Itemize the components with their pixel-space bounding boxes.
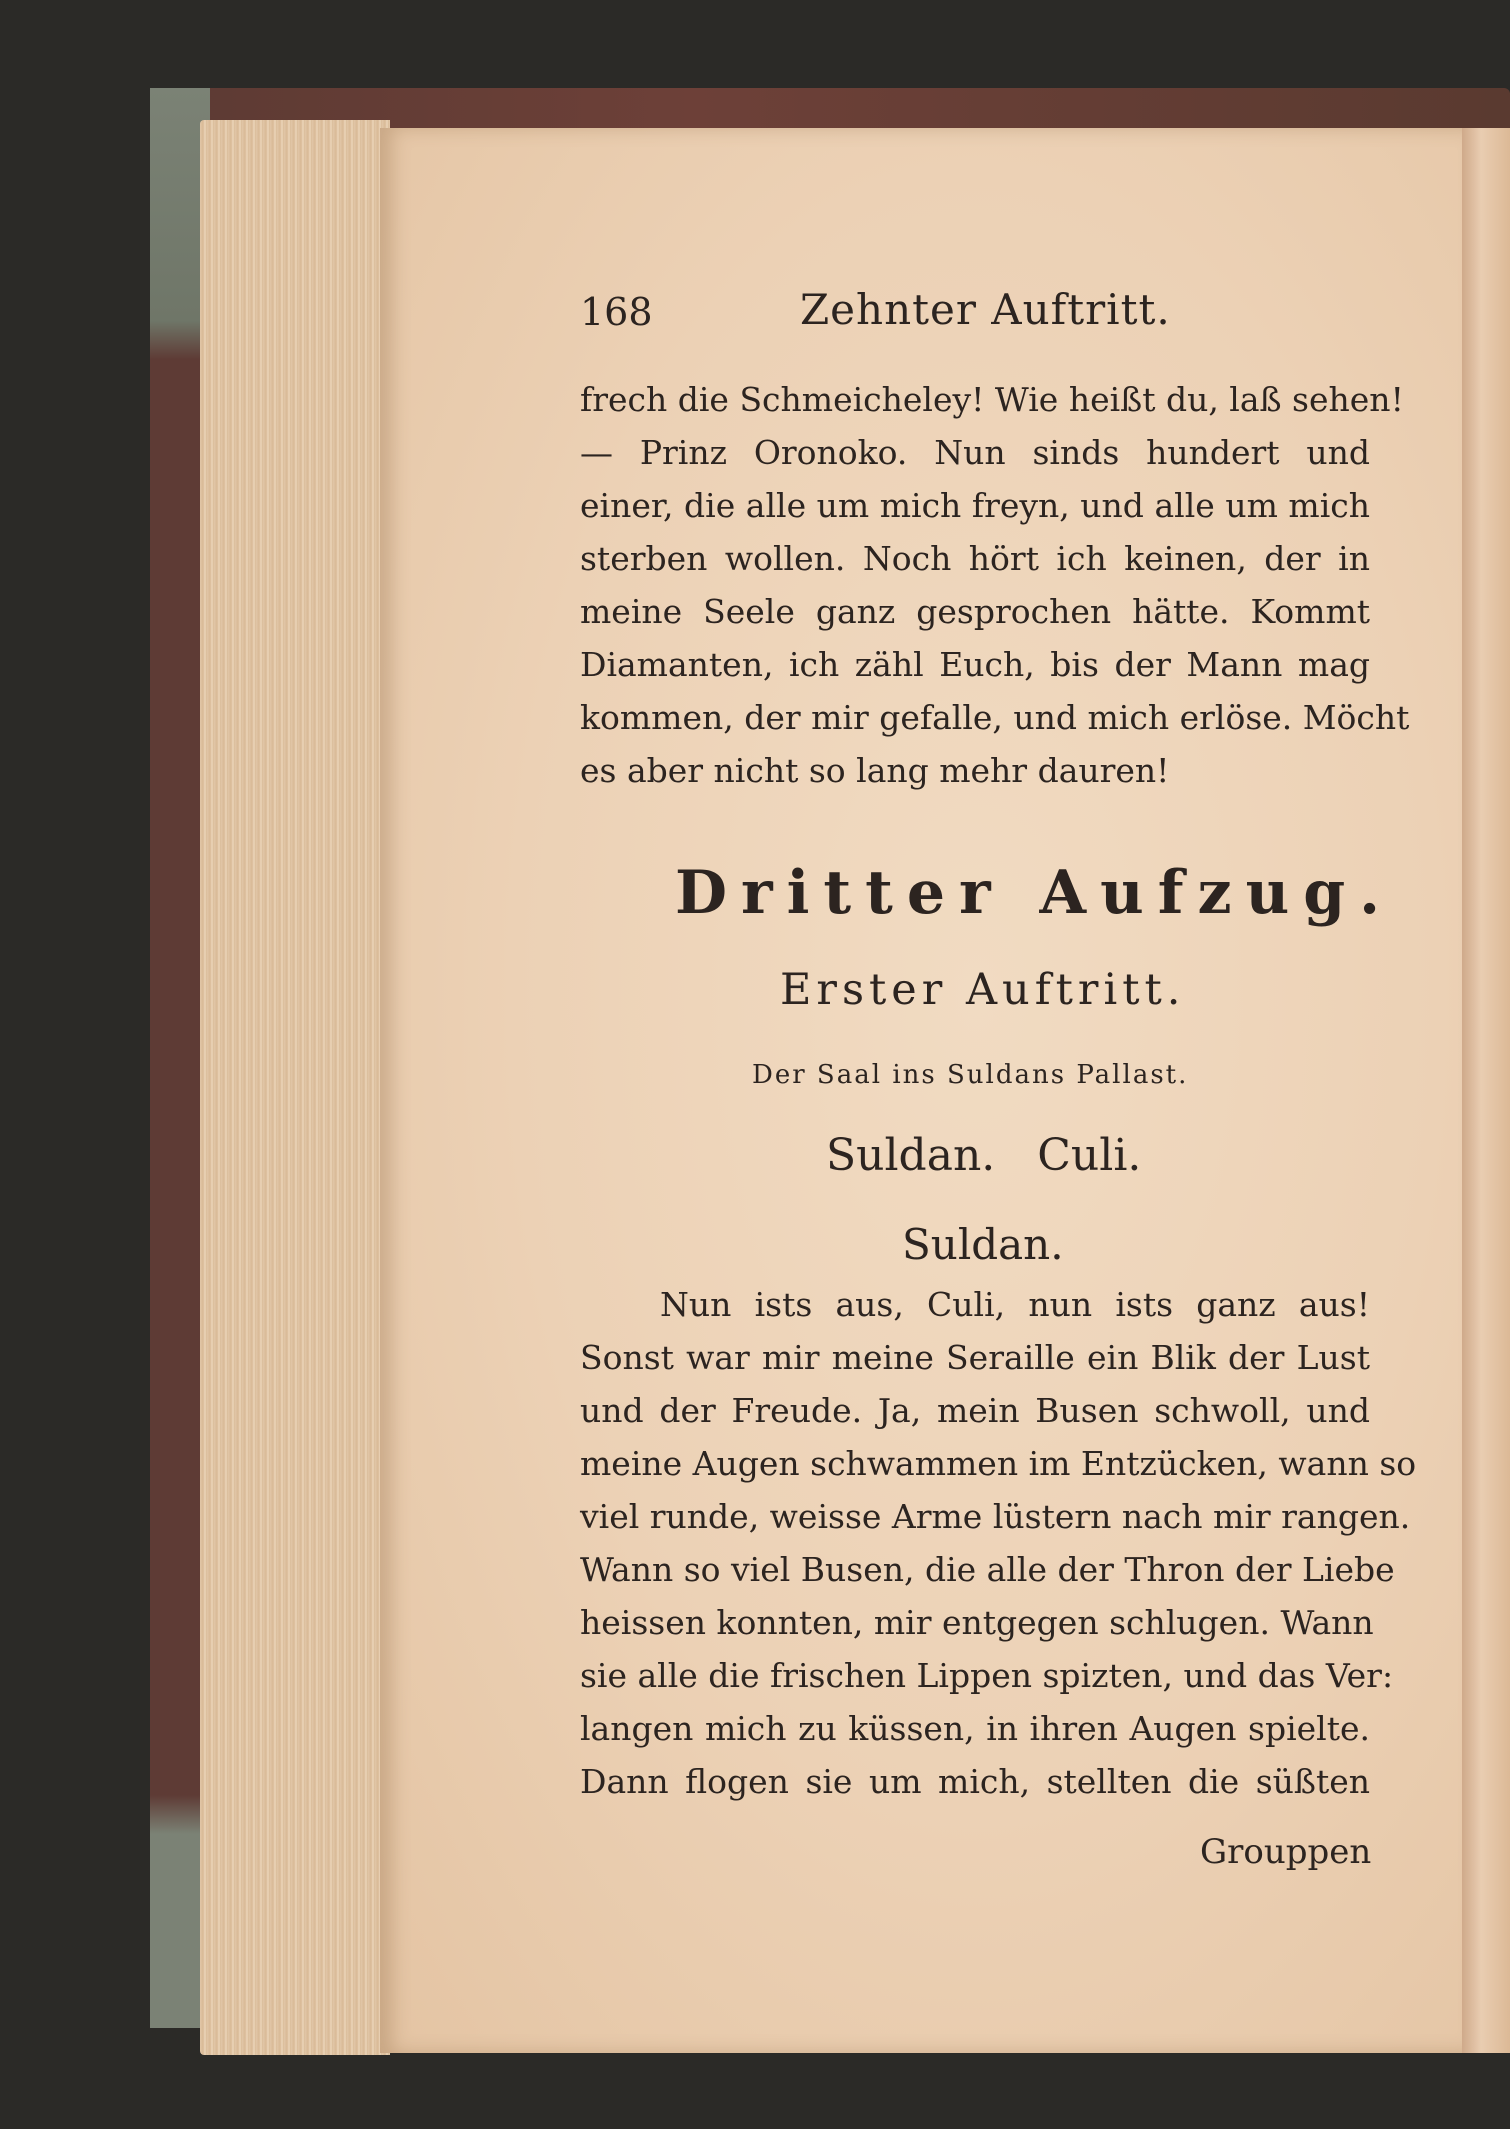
page-edges [200,120,390,2055]
text-line: heissen konnten, mir entgegen schlugen. Wann [580,1603,1374,1642]
facing-page-edge [1462,128,1510,2053]
text-line: meine Augen schwammen im Entzücken, wann so [580,1444,1417,1483]
text-line: kommen, der mir gefalle, und mich erlöse. Möcht [580,698,1410,737]
text-line: Diamanten, ich zähl Euch, bis der Mann mag [580,645,1370,684]
text-line: viel runde, weisse Arme lüstern nach mir rangen. [580,1497,1411,1536]
text-line: Wann so viel Busen, die alle der Thron der Liebe [580,1550,1395,1589]
text-line: langen mich zu küssen, in ihren Augen spielte. [580,1709,1370,1748]
text-line: und der Freude. Ja, mein Busen schwoll, und [580,1391,1370,1430]
text-line: meine Seele ganz gesprochen hätte. Kommt [580,592,1370,631]
text-line: Dann flogen sie um mich, stellten die süßten [580,1762,1370,1801]
act-title: Dritter Aufzug. [675,858,1395,928]
speaker-name: Suldan. [902,1220,1064,1269]
text-line-last: es aber nicht so lang mehr dauren! [580,751,1170,790]
text-line: Sonst war mir meine Seraille ein Blik der Lust [580,1338,1370,1377]
text-line: frech die Schmeicheley! Wie heißt du, laß sehen! [580,380,1404,419]
text-line: sterben wollen. Noch hört ich keinen, der in [580,539,1370,578]
text-line: sie alle die frischen Lippen spizten, und das Ver: [580,1656,1394,1695]
character-list: Suldan. Culi. [826,1130,1142,1181]
text-line: einer, die alle um mich freyn, und alle um mich [580,486,1370,525]
scene-title: Erster Auftritt. [780,965,1186,1015]
running-head: Zehnter Auftritt. [800,285,1171,334]
text-line: — Prinz Oronoko. Nun sinds hundert und [580,433,1370,472]
stage-direction: Der Saal ins Suldans Pallast. [752,1060,1189,1090]
text-line: Nun ists aus, Culi, nun ists ganz aus! [660,1285,1370,1324]
catchword: Grouppen [1200,1832,1372,1872]
page-number: 168 [580,290,653,334]
